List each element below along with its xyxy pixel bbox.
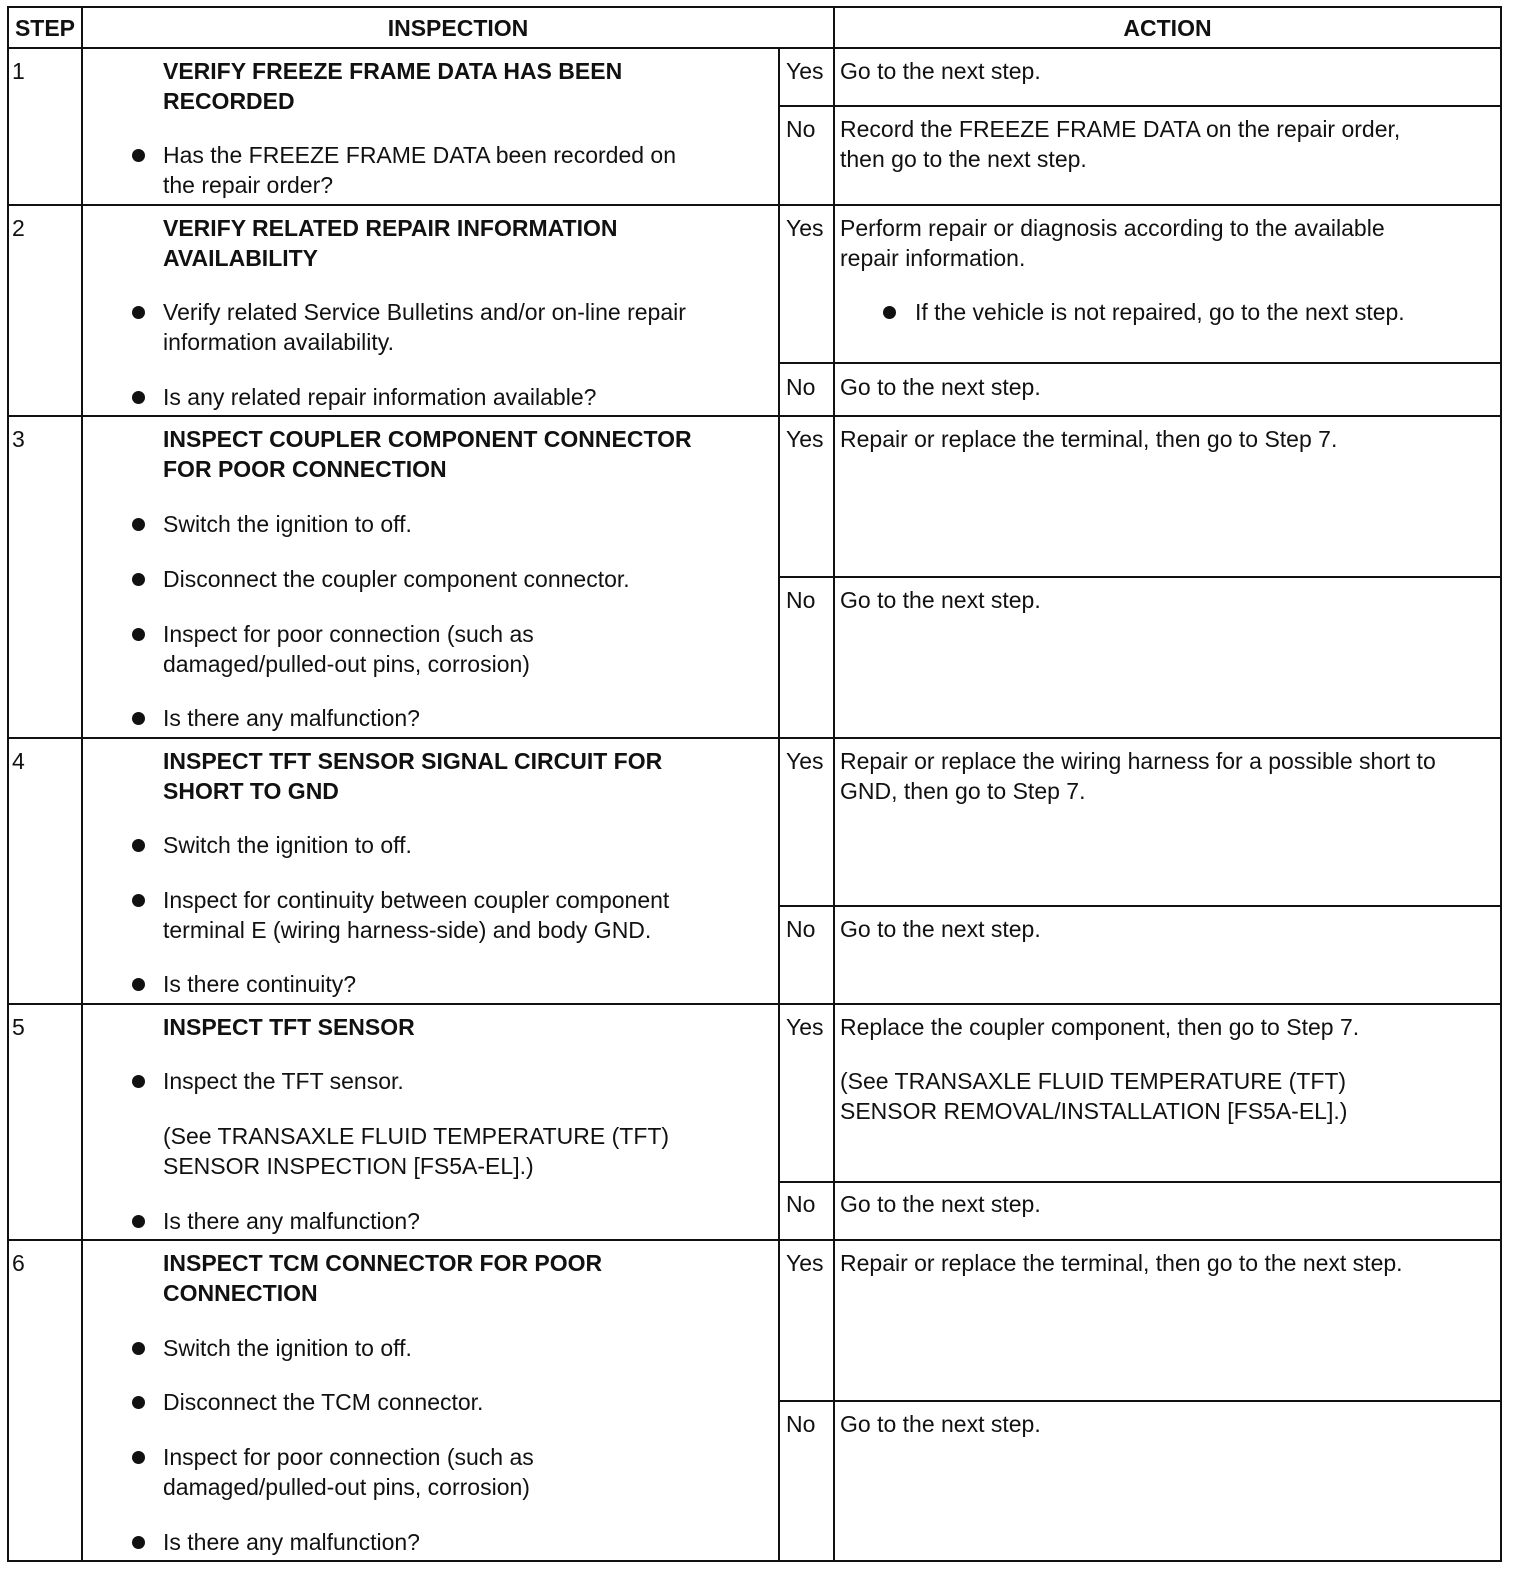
bullet-icon — [132, 894, 145, 907]
bullet-icon — [132, 518, 145, 531]
yes-label: Yes — [786, 1250, 824, 1276]
action-no: Go to the next step. — [840, 587, 1041, 613]
action-no: Go to the next step. — [840, 1411, 1041, 1437]
bullet-icon — [132, 1342, 145, 1355]
inspection-item: Verify related Service Bulletins and/or on-line repair — [163, 299, 686, 325]
bullet-icon — [132, 573, 145, 586]
action-no: then go to the next step. — [840, 146, 1087, 172]
step-number: 2 — [12, 215, 25, 241]
inspection-item: Disconnect the TCM connector. — [163, 1389, 484, 1415]
row-separator — [7, 1003, 1502, 1005]
header-step: STEP — [14, 15, 76, 41]
step-number: 3 — [12, 426, 25, 452]
header-action: ACTION — [1123, 15, 1212, 41]
yes-no-separator — [778, 105, 1502, 107]
inspection-title: INSPECT TFT SENSOR — [163, 1014, 415, 1040]
yes-label: Yes — [786, 58, 824, 84]
inspection-item: Is there any malfunction? — [163, 705, 420, 731]
action-yes: Repair or replace the wiring harness for a possible short to — [840, 748, 1436, 774]
inspection-title: CONNECTION — [163, 1280, 318, 1306]
no-label: No — [786, 116, 816, 142]
action-no: Go to the next step. — [840, 374, 1041, 400]
row-separator — [7, 737, 1502, 739]
bullet-icon — [132, 149, 145, 162]
action-yes: Perform repair or diagnosis according to the available — [840, 215, 1385, 241]
table-border-bottom — [7, 1560, 1502, 1562]
row-separator — [7, 1239, 1502, 1241]
column-divider-action — [833, 6, 835, 1562]
inspection-item: damaged/pulled-out pins, corrosion) — [163, 651, 530, 677]
no-label: No — [786, 1411, 816, 1437]
bullet-icon — [132, 391, 145, 404]
bullet-icon — [132, 1536, 145, 1549]
yes-no-separator — [778, 362, 1502, 364]
row-separator — [7, 415, 1502, 417]
bullet-icon — [132, 628, 145, 641]
inspection-item: Inspect for poor connection (such as — [163, 621, 534, 647]
inspection-title: INSPECT TFT SENSOR SIGNAL CIRCUIT FOR — [163, 748, 663, 774]
inspection-title: FOR POOR CONNECTION — [163, 456, 447, 482]
inspection-item: Inspect the TFT sensor. — [163, 1068, 404, 1094]
table-border-right — [1500, 6, 1502, 1562]
inspection-title: SHORT TO GND — [163, 778, 339, 804]
no-label: No — [786, 916, 816, 942]
header-inspection: INSPECTION — [387, 15, 529, 41]
bullet-icon — [132, 1396, 145, 1409]
inspection-item: Is there any malfunction? — [163, 1208, 420, 1234]
inspection-item: damaged/pulled-out pins, corrosion) — [163, 1474, 530, 1500]
table-border-top — [7, 6, 1502, 8]
bullet-icon — [132, 1215, 145, 1228]
inspection-item: Inspect for poor connection (such as — [163, 1444, 534, 1470]
inspection-item: Disconnect the coupler component connector. — [163, 566, 630, 592]
inspection-item: Is there continuity? — [163, 971, 357, 997]
inspection-item: Is there any malfunction? — [163, 1529, 420, 1555]
yes-no-separator — [778, 576, 1502, 578]
step-number: 1 — [12, 58, 25, 84]
yes-label: Yes — [786, 215, 824, 241]
action-yes: Go to the next step. — [840, 58, 1041, 84]
no-label: No — [786, 1191, 816, 1217]
bullet-icon — [883, 306, 896, 319]
inspection-note: SENSOR INSPECTION [FS5A-EL].) — [163, 1153, 534, 1179]
inspection-item: Inspect for continuity between coupler component — [163, 887, 670, 913]
action-yes-reference: (See TRANSAXLE FLUID TEMPERATURE (TFT) — [840, 1068, 1347, 1094]
action-yes: GND, then go to Step 7. — [840, 778, 1086, 804]
action-yes: repair information. — [840, 245, 1026, 271]
action-yes-reference: SENSOR REMOVAL/INSTALLATION [FS5A-EL].) — [840, 1098, 1348, 1124]
yes-label: Yes — [786, 1014, 824, 1040]
yes-no-separator — [778, 905, 1502, 907]
action-yes: Repair or replace the terminal, then go to the next step. — [840, 1250, 1403, 1276]
step-number: 4 — [12, 748, 25, 774]
header-separator — [7, 47, 1502, 49]
inspection-item: Is any related repair information available? — [163, 384, 597, 410]
column-divider-step — [81, 6, 83, 1562]
inspection-item: Switch the ignition to off. — [163, 1335, 412, 1361]
inspection-item: Has the FREEZE FRAME DATA been recorded on — [163, 142, 677, 168]
action-yes-item: If the vehicle is not repaired, go to the next step. — [915, 299, 1405, 325]
action-no: Go to the next step. — [840, 1191, 1041, 1217]
bullet-icon — [132, 839, 145, 852]
bullet-icon — [132, 712, 145, 725]
yes-label: Yes — [786, 748, 824, 774]
table-border-left — [7, 6, 9, 1562]
row-separator — [7, 204, 1502, 206]
action-no: Record the FREEZE FRAME DATA on the repair order, — [840, 116, 1401, 142]
inspection-item: Switch the ignition to off. — [163, 511, 412, 537]
bullet-icon — [132, 978, 145, 991]
inspection-item: the repair order? — [163, 172, 334, 198]
no-label: No — [786, 587, 816, 613]
inspection-note: (See TRANSAXLE FLUID TEMPERATURE (TFT) — [163, 1123, 670, 1149]
action-no: Go to the next step. — [840, 916, 1041, 942]
inspection-title: VERIFY FREEZE FRAME DATA HAS BEEN — [163, 58, 623, 84]
inspection-title: RECORDED — [163, 88, 295, 114]
step-number: 6 — [12, 1250, 25, 1276]
action-yes: Repair or replace the terminal, then go to Step 7. — [840, 426, 1338, 452]
bullet-icon — [132, 306, 145, 319]
no-label: No — [786, 374, 816, 400]
yes-label: Yes — [786, 426, 824, 452]
yes-no-separator — [778, 1181, 1502, 1183]
inspection-item: information availability. — [163, 329, 394, 355]
inspection-title: INSPECT COUPLER COMPONENT CONNECTOR — [163, 426, 692, 452]
inspection-item: terminal E (wiring harness-side) and body GND. — [163, 917, 652, 943]
step-number: 5 — [12, 1014, 25, 1040]
inspection-title: INSPECT TCM CONNECTOR FOR POOR — [163, 1250, 603, 1276]
inspection-title: VERIFY RELATED REPAIR INFORMATION — [163, 215, 618, 241]
column-divider-yesno — [778, 48, 780, 1562]
yes-no-separator — [778, 1400, 1502, 1402]
inspection-item: Switch the ignition to off. — [163, 832, 412, 858]
action-yes: Replace the coupler component, then go to Step 7. — [840, 1014, 1360, 1040]
bullet-icon — [132, 1451, 145, 1464]
bullet-icon — [132, 1075, 145, 1088]
inspection-title: AVAILABILITY — [163, 245, 319, 271]
